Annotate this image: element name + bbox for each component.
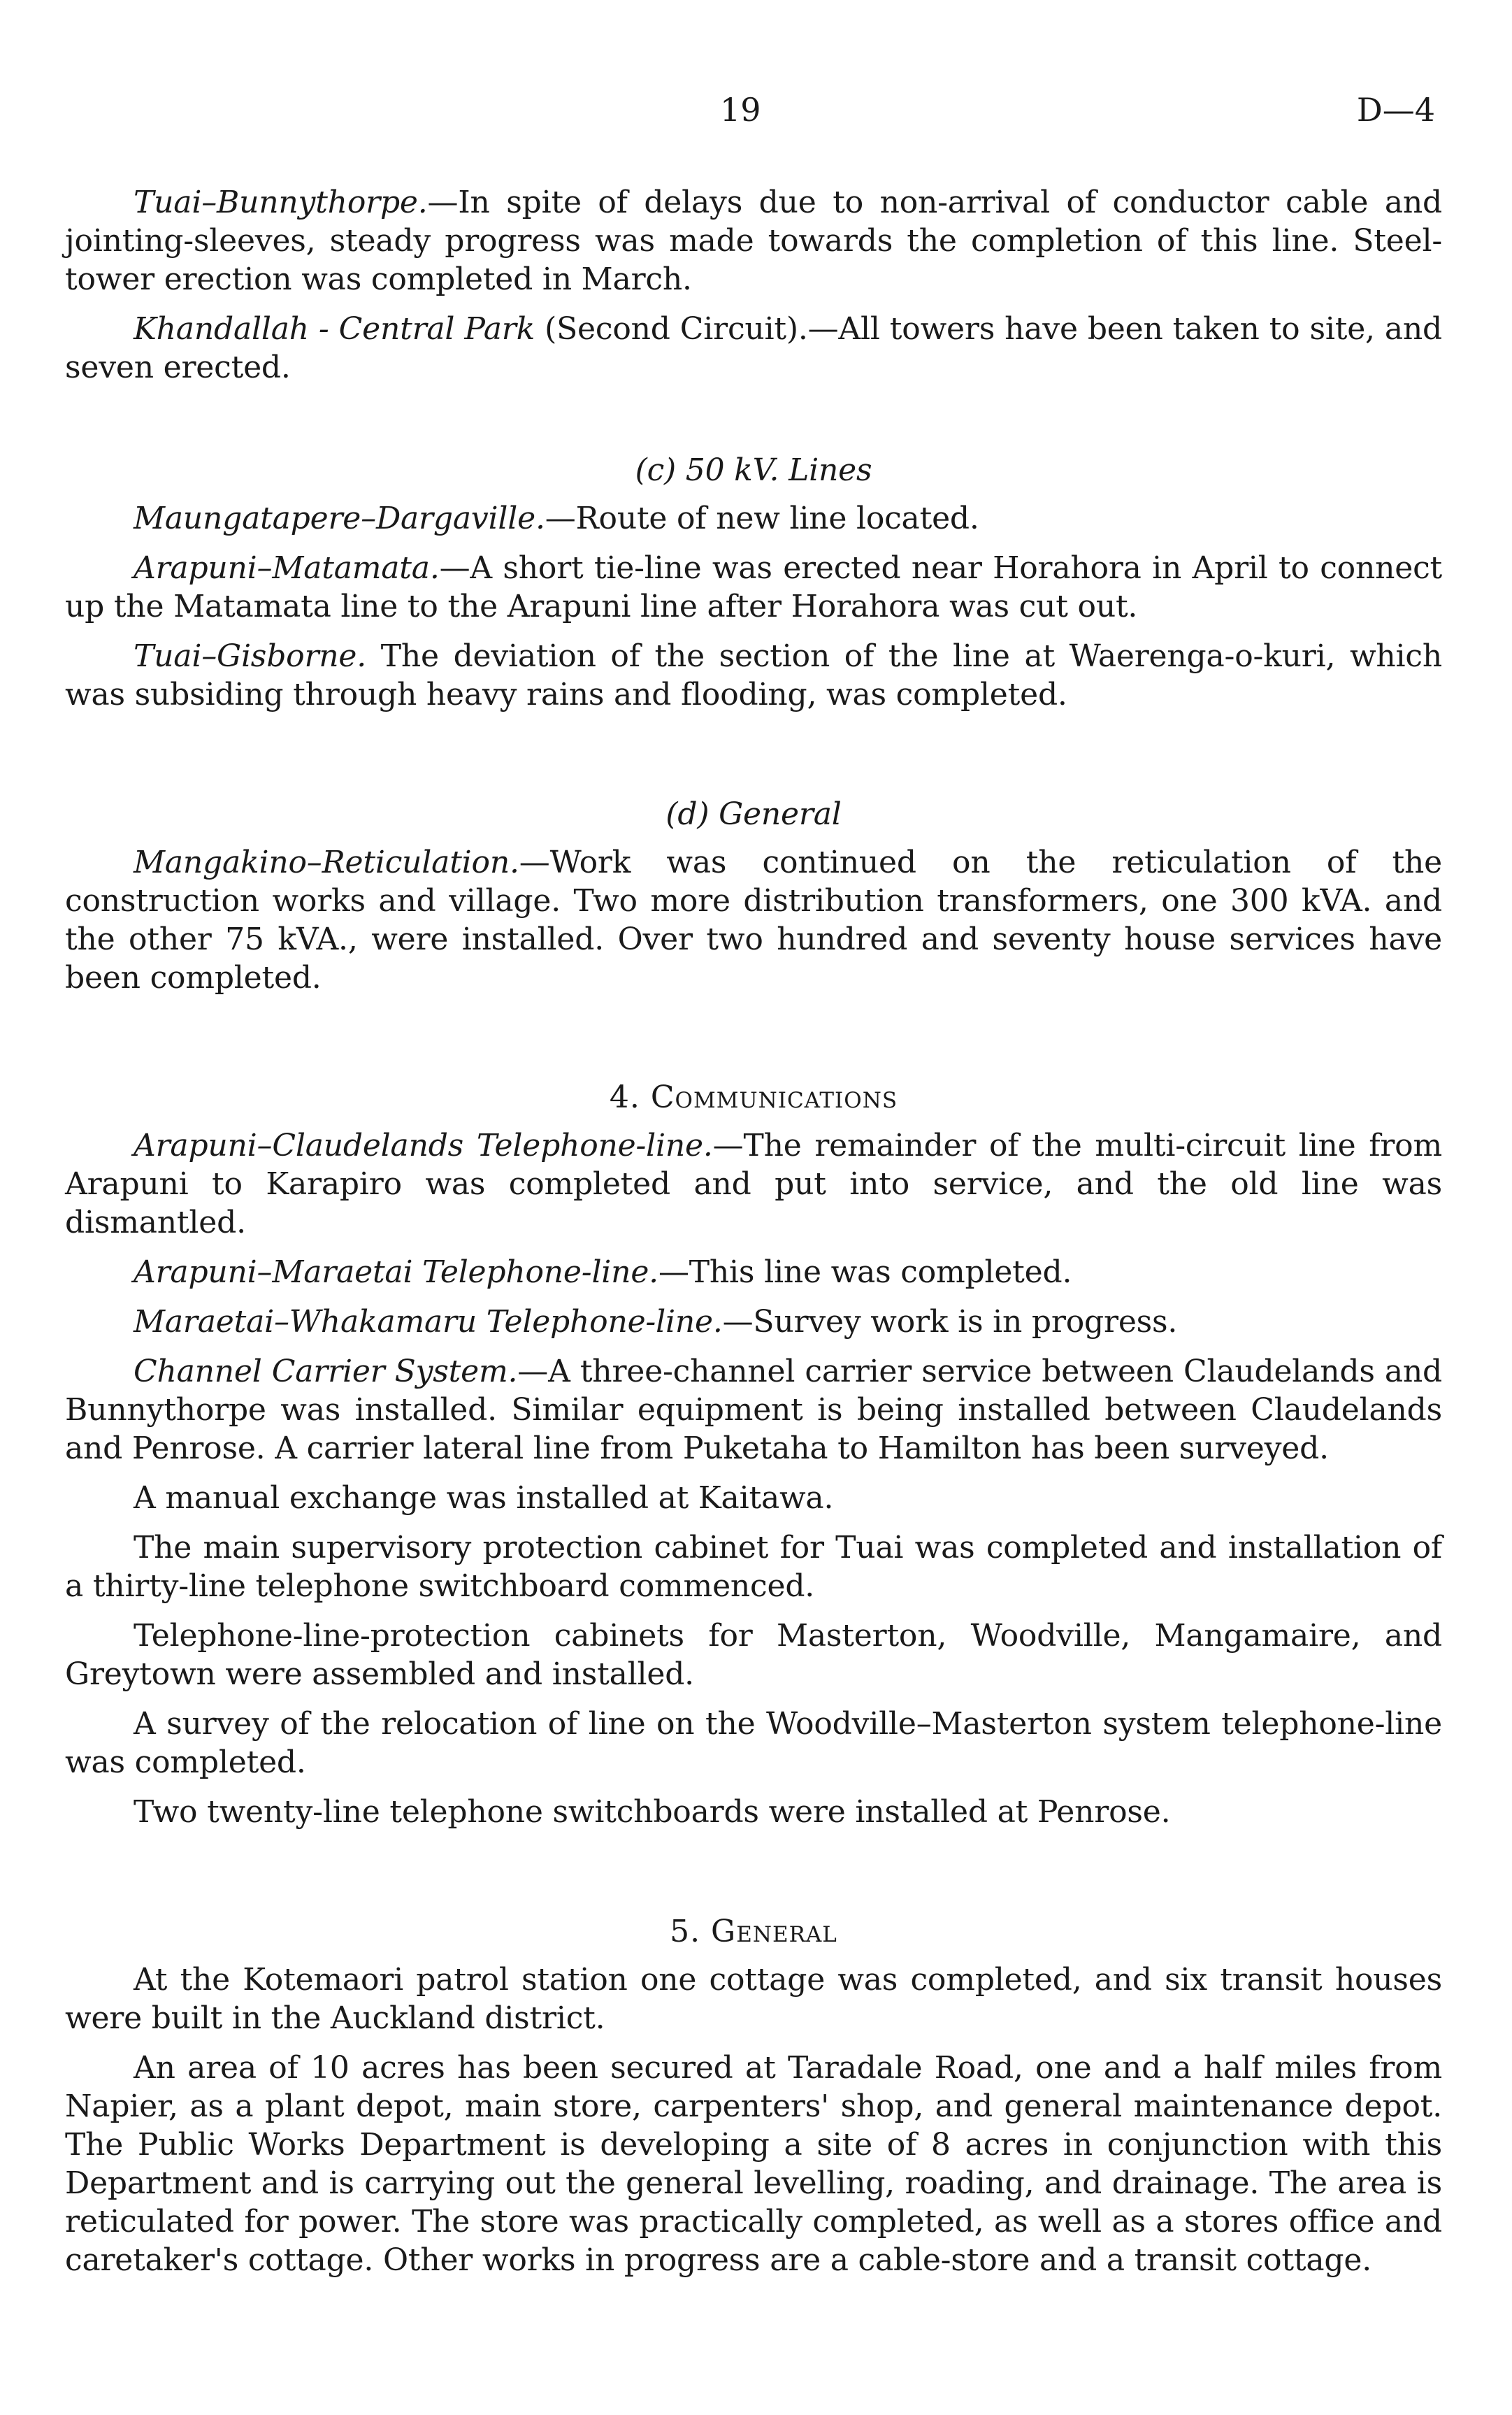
paragraph-lead: Tuai–Bunnythorpe.	[134, 185, 428, 220]
paragraph-text: —Survey work is in progress.	[722, 1304, 1178, 1340]
paragraph-text: —A short tie-line was erected near Horahora in April to connect up the Matamata line to the Arapuni line after Horahora was cut out.	[65, 550, 1442, 624]
paragraph-tuai-bunnythorpe	[65, 183, 1442, 299]
section-heading-c: (c) 50 kV. Lines	[635, 452, 872, 488]
paragraph-text: —A three-channel carrier service between Claudelands and Bunnythorpe was installed. Similar equipment is being installed between Claudelands and Penrose. A carrier lateral line from Puketaha to Hamilton has been surveyed.	[65, 1354, 1442, 1466]
paragraph-lead: Arapuni–Matamata.	[134, 550, 440, 586]
spacer	[65, 1117, 1442, 1126]
paragraph-relocation-survey: A survey of the relocation of line on the Woodville–Masterton system telephone-line was completed.	[65, 1706, 1442, 1780]
paragraph-tuai-gisborne	[65, 637, 1442, 714]
paragraph-channel-carrier	[65, 1352, 1442, 1468]
page-header	[0, 91, 1512, 140]
paragraph-text: —Route of new line located.	[545, 501, 979, 536]
paragraph-arapuni-claudelands	[65, 1126, 1442, 1242]
paragraph-taradale-road: An area of 10 acres has been secured at Taradale Road, one and a half miles from Napier, as a plant depot, main store, carpenters' shop, and general maintenance depot. The Public Works Department is developing a site of 8 acres in conjunction with this Department and is carrying out the general levelling, roading, and drainage. The area is reticulated for power. The store was practically completed, as well as a stores office and caretaker's cottage. Other works in progress are a cable-store and a transit cottage.	[65, 2050, 1442, 2278]
paragraph-mangakino-reticulation	[65, 843, 1442, 997]
section-heading-communications: 4. Communications	[609, 1080, 898, 1115]
paragraph-lead: Mangakino–Reticulation.	[134, 845, 519, 880]
paragraph-lead: Tuai–Gisborne.	[134, 638, 367, 674]
paragraph-penrose-switchboards: Two twenty-line telephone switchboards were installed at Penrose.	[134, 1794, 1171, 1830]
spacer	[65, 1842, 1442, 1912]
paragraph-manual-exchange: A manual exchange was installed at Kaitawa.	[134, 1480, 834, 1516]
paragraph-kotemaori: At the Kotemaori patrol station one cottage was completed, and six transit houses were built in the Auckland district.	[65, 1962, 1442, 2036]
paragraph-supervisory-cabinet: The main supervisory protection cabinet for Tuai was completed and installation of a thirty-line telephone switchboard commenced.	[65, 1530, 1442, 1604]
spacer	[65, 1008, 1442, 1078]
section-heading-d: (d) General	[665, 796, 842, 832]
spacer	[65, 725, 1442, 795]
spacer	[65, 398, 1442, 451]
paragraph-text: —This line was completed.	[658, 1254, 1072, 1290]
paragraph-lead: Channel Carrier System.	[134, 1354, 518, 1389]
paragraph-text: —In spite of delays due to non-arrival of conductor cable and jointing-sleeves, steady progress was made towards the completion of this line. Steel-tower erection was completed in March.	[65, 185, 1442, 297]
document-body	[65, 183, 1442, 2291]
paragraph-protection-cabinets: Telephone-line-protection cabinets for Masterton, Woodville, Mangamaire, and Greytown were assembled and installed.	[65, 1618, 1442, 1692]
document-reference: D—4	[1356, 91, 1435, 129]
paragraph-text: (Second Circuit).—All towers have been taken to site, and seven erected.	[65, 311, 1442, 385]
paragraph-arapuni-matamata	[65, 549, 1442, 626]
paragraph-arapuni-maraetai	[65, 1253, 1442, 1291]
spacer	[65, 489, 1442, 499]
spacer	[65, 833, 1442, 843]
paragraph-maungatapere-dargaville	[65, 499, 1442, 538]
spacer	[65, 1951, 1442, 1961]
paragraph-text: The deviation of the section of the line at Waerenga-o-kuri, which was subsiding through heavy rains and flooding, was completed.	[65, 638, 1442, 712]
paragraph-lead: Khandallah - Central Park	[134, 311, 535, 347]
paragraph-maraetai-whakamaru	[65, 1303, 1442, 1341]
paragraph-lead: Maungatapere–Dargaville.	[134, 501, 545, 536]
paragraph-khandallah-central-park	[65, 310, 1442, 387]
page-number: 19	[720, 91, 761, 129]
paragraph-text: —Work was continued on the reticulation of the construction works and village. Two more distribution transformers, one 300 kVA. and the other 75 kVA., were installed. Over two hundred and seventy house services have been completed.	[65, 845, 1442, 996]
section-heading-general: 5. General	[670, 1914, 837, 1949]
paragraph-lead: Maraetai–Whakamaru Telephone-line.	[134, 1304, 723, 1340]
paragraph-text: —The remainder of the multi-circuit line from Arapuni to Karapiro was completed and put into service, and the old line was dismantled.	[65, 1128, 1442, 1240]
paragraph-lead: Arapuni–Claudelands Telephone-line.	[134, 1128, 713, 1163]
paragraph-lead: Arapuni–Maraetai Telephone-line.	[134, 1254, 658, 1290]
